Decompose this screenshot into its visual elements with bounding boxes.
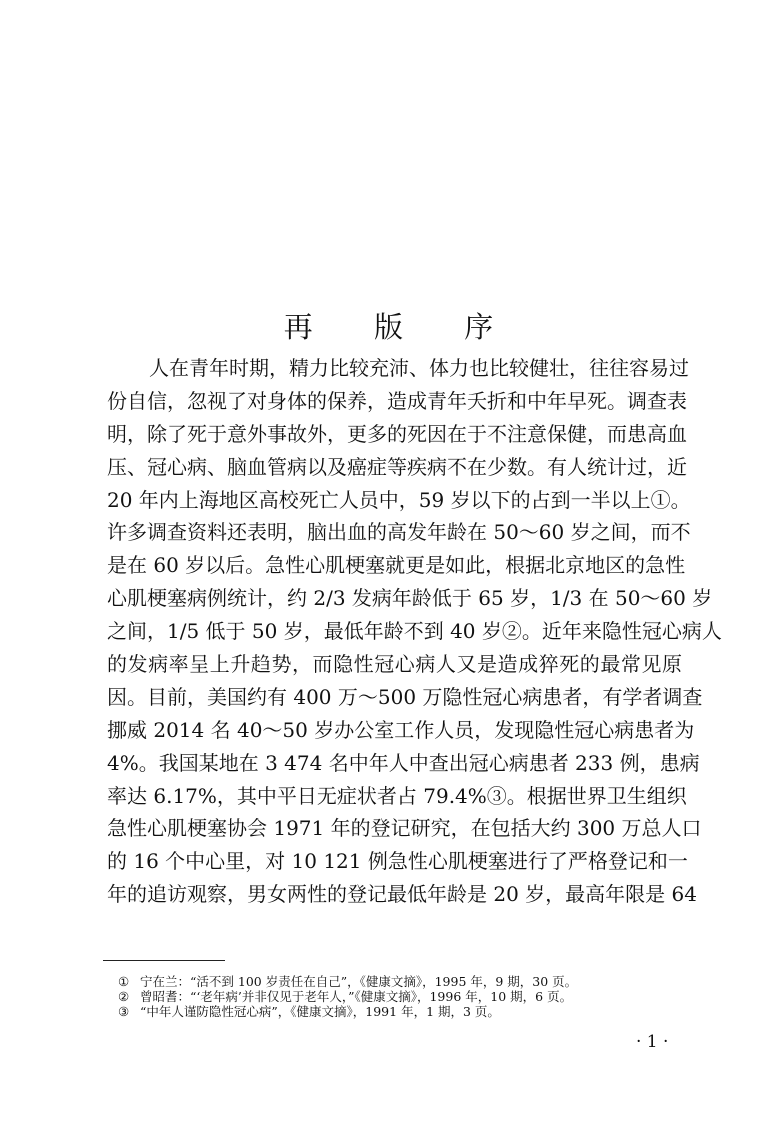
- text-line: 心肌梗塞病例统计，约 2/3 发病年龄低于 65 岁，1/3 在 50～60 岁: [107, 586, 713, 611]
- footnotes: [118, 974, 577, 1019]
- preface-paragraph: [107, 352, 722, 911]
- text-line: 因。目前，美国约有 400 万～500 万隐性冠心病患者，有学者调查: [107, 684, 703, 709]
- text-line: 明，除了死于意外事故外，更多的死因在于不注意保健，而患高血: [107, 421, 687, 446]
- text-line: 急性心肌梗塞协会 1971 年的登记研究，在包括大约 300 万总人口: [107, 816, 702, 841]
- text-line: 许多调查资料还表明，脑出血的高发年龄在 50～60 岁之间，而不: [107, 520, 691, 545]
- page-title: 再 版 序: [283, 310, 520, 345]
- text-line: 份自信，忽视了对身体的保养，造成青年夭折和中年早死。调查表: [107, 388, 687, 413]
- footnote-text: 曾昭耆：“‘老年病’并非仅见于老年人，”《健康文摘》，1996 年，10 期，6 页。: [140, 989, 573, 1004]
- footnote-text: 宁在兰：“活不到 100 岁责任在自己”，《健康文摘》，1995 年，9 期，30 页。: [140, 974, 578, 989]
- text-line: 年的追访观察，男女两性的登记最低年龄是 20 岁，最高年限是 64: [107, 882, 697, 907]
- footnote-number: ①: [118, 974, 130, 989]
- text-line: 之间，1/5 低于 50 岁，最低年龄不到 40 岁②。近年来隐性冠心病人: [107, 619, 722, 644]
- text-line: 20 年内上海地区高校死亡人员中，59 岁以下的占到一半以上①。: [107, 487, 691, 512]
- footnote-number: ②: [118, 989, 130, 1004]
- text-line: 压、冠心病、脑血管病以及癌症等疾病不在少数。有人统计过，近: [107, 454, 687, 479]
- text-line: 人在青年时期，精力比较充沛、体力也比较健壮，往往容易过: [149, 356, 689, 380]
- text-line: 4%。我国某地在 3 474 名中年人中查出冠心病患者 233 例，患病: [107, 750, 700, 775]
- text-line: 的发病率呈上升趋势，而隐性冠心病人又是造成猝死的最常见原: [107, 652, 682, 677]
- footnote-number: ③: [118, 1004, 130, 1019]
- text-line: 的 16 个中心里，对 10 121 例急性心肌梗塞进行了严格登记和一: [107, 849, 688, 874]
- footnote-divider: [103, 960, 225, 961]
- text-line: 率达 6.17%，其中平日无症状者占 79.4%③。根据世界卫生组织: [107, 783, 687, 808]
- text-line: 是在 60 岁以后。急性心肌梗塞就更是如此，根据北京地区的急性: [107, 553, 686, 578]
- footnote: [118, 1004, 577, 1019]
- text-line: 挪威 2014 名 40～50 岁办公室工作人员，发现隐性冠心病患者为: [107, 717, 695, 742]
- footnote-text: “中年人谨防隐性冠心病”，《健康文摘》，1991 年，1 期，3 页。: [140, 1004, 500, 1019]
- footnote: [118, 974, 577, 989]
- footnote: [118, 989, 577, 1004]
- page-number: · 1 ·: [636, 1032, 669, 1052]
